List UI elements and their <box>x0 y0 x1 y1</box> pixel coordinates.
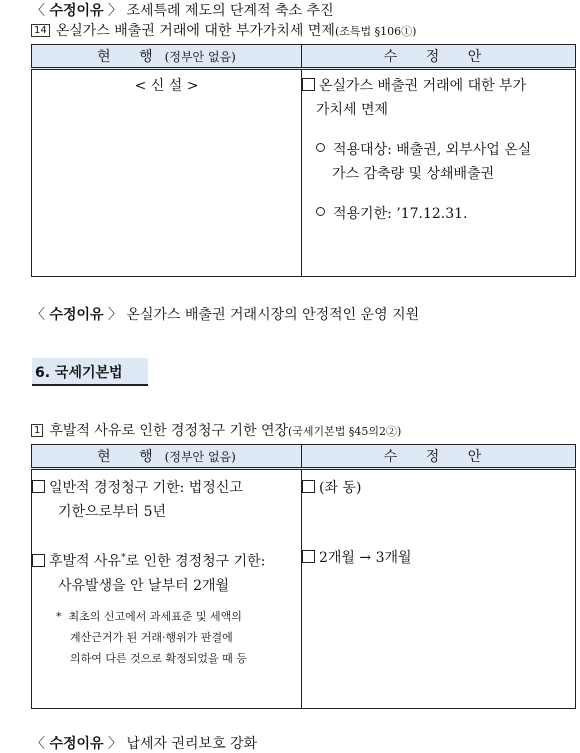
header-revised: 수 정 안 <box>302 445 576 469</box>
checkbox-icon <box>302 78 315 91</box>
current-text: < 신 설 > <box>134 78 199 94</box>
item-title-text: 온실가스 배출권 거래에 대한 부가가치세 면제 <box>55 23 335 39</box>
item-1-title: 1 후발적 사유로 인한 경정청구 기한 연장(국세기본법 §45의2②) <box>31 420 401 440</box>
item-number-box: 14 <box>31 24 50 37</box>
header-current: 현 행(정부안 없음) <box>32 445 302 469</box>
item-14-title <box>31 20 416 40</box>
bullet-circle-icon <box>316 143 325 152</box>
checkbox-icon <box>302 480 315 493</box>
checkbox-icon <box>32 480 45 493</box>
reason-text: 조세특례 제도의 단계적 축소 추진 <box>126 3 334 19</box>
revised-cell: 온실가스 배출권 거래에 대한 부가 가치세 면제 적용대상: 배출권, 외부사업 온실 가스 감축량 및 상쇄배출권 적용기한: ’17.12.31. <box>302 69 576 277</box>
reason-label: 수정이유 <box>49 3 104 19</box>
current-cell <box>32 69 302 277</box>
section-6-heading: 6. 국세기본법 <box>32 358 148 386</box>
revision-reason-3: 〈 수정이유 〉 납세자 권리보호 강화 <box>31 736 258 752</box>
comparison-table-1 <box>31 44 576 277</box>
header-revised: 수 정 안 <box>302 45 576 69</box>
bullet-circle-icon <box>316 207 325 216</box>
header-current: 현 행(정부안 없음) <box>32 45 302 69</box>
checkbox-icon <box>32 554 45 567</box>
checkbox-icon <box>302 550 315 563</box>
comparison-table-2 <box>31 444 576 709</box>
chevron-open: 〈 <box>31 3 45 19</box>
footnote: * 최초의 신고에서 과세표준 및 세액의 계산근거가 된 거래·행위가 판결에 의하여 다른 것으로 확정되었을 때 등 <box>56 609 247 665</box>
revision-reason-1 <box>31 0 334 20</box>
item-law-reference: (조특법 §106①) <box>334 25 417 38</box>
current-cell: 일반적 경정청구 기한: 법정신고 기한으로부터 5년 후발적 사유*로 인한 경정청구 기한: 사유발생을 안 날부터 2개월 * 최초의 신고에서 과세표준 및 세액의 계산근거가 된 거래·행위가 판결에 의하여 다른 것으로 확정되었을 때 등 <box>32 469 302 709</box>
revised-cell: (좌 동) 2개월 → 3개월 <box>302 469 576 709</box>
revision-reason-2: 〈 수정이유 〉 온실가스 배출권 거래시장의 안정적인 운영 지원 <box>31 307 420 323</box>
chevron-close: 〉 <box>108 3 123 19</box>
